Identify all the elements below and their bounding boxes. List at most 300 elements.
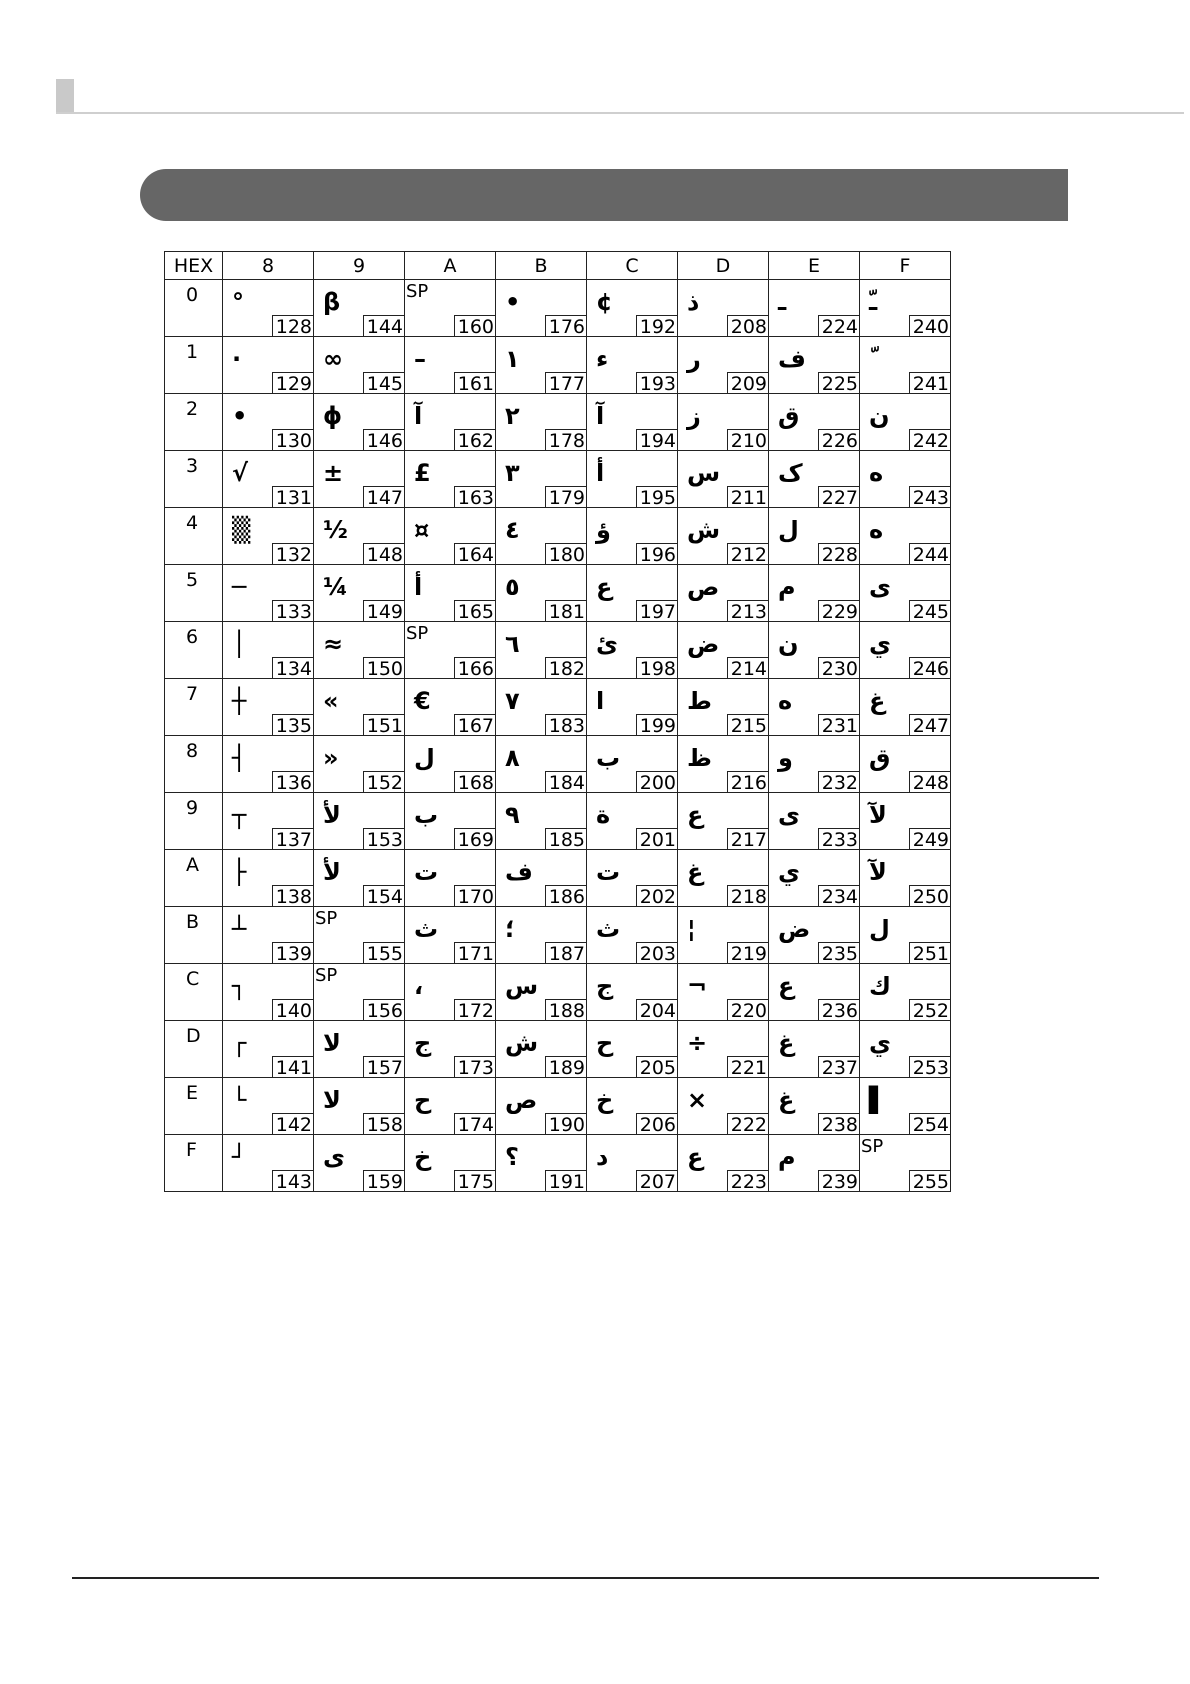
char-cell-inner [587, 565, 677, 621]
char-code: 180 [545, 543, 587, 565]
char-cell [314, 1078, 405, 1135]
char-cell [587, 280, 678, 337]
char-cell [496, 337, 587, 394]
column-header: A [405, 252, 496, 280]
char-glyph: ϕ [323, 402, 343, 430]
row-header-label: 5 [186, 569, 199, 591]
char-cell-inner [223, 679, 313, 735]
char-cell [314, 337, 405, 394]
table-row [165, 451, 951, 508]
char-glyph: ح [414, 1086, 432, 1114]
char-code: 194 [636, 429, 678, 451]
char-cell [405, 679, 496, 736]
char-cell-inner [314, 508, 404, 564]
char-cell-inner [223, 850, 313, 906]
char-cell-inner [314, 907, 404, 963]
char-glyph: £ [414, 459, 431, 487]
char-glyph: SP [315, 965, 338, 986]
char-code: 129 [272, 372, 314, 394]
char-glyph: ت [596, 858, 621, 886]
row-header [165, 1135, 223, 1192]
row-header-label: F [186, 1139, 197, 1161]
char-code: 248 [909, 771, 951, 793]
char-glyph: ¬ [687, 972, 708, 1000]
char-cell [587, 1135, 678, 1192]
char-code: 221 [727, 1056, 769, 1078]
char-cell-inner [678, 1021, 768, 1077]
char-cell-inner [223, 337, 313, 393]
char-cell [223, 508, 314, 565]
char-code: 203 [636, 942, 678, 964]
char-cell [860, 622, 951, 679]
char-glyph: ظ [687, 744, 712, 772]
char-cell [678, 1135, 769, 1192]
char-glyph: ─ [232, 573, 247, 601]
char-cell-inner [405, 1021, 495, 1077]
char-glyph: └ [232, 1086, 247, 1114]
char-code: 193 [636, 372, 678, 394]
char-cell [769, 451, 860, 508]
char-cell [223, 394, 314, 451]
char-cell-inner [496, 565, 586, 621]
char-glyph: SP [406, 281, 429, 302]
char-cell-inner [496, 1078, 586, 1134]
char-code: 253 [909, 1056, 951, 1078]
table-row [165, 850, 951, 907]
char-glyph: ق [778, 402, 800, 430]
row-header-label: 9 [186, 797, 199, 819]
char-code: 206 [636, 1113, 678, 1135]
char-code: 204 [636, 999, 678, 1021]
char-cell [860, 850, 951, 907]
char-cell [678, 622, 769, 679]
char-cell-inner [405, 793, 495, 849]
char-code: 140 [272, 999, 314, 1021]
char-cell-inner [860, 1135, 950, 1191]
char-code: 212 [727, 543, 769, 565]
char-cell [314, 907, 405, 964]
char-code: 178 [545, 429, 587, 451]
row-header [165, 1078, 223, 1135]
char-code: 211 [727, 486, 769, 508]
char-glyph: ¢ [596, 288, 613, 316]
char-cell [678, 337, 769, 394]
char-code: 227 [818, 486, 860, 508]
char-glyph: س [505, 972, 539, 1000]
char-glyph: € [414, 687, 431, 715]
char-cell-inner [587, 280, 677, 336]
char-cell [678, 1078, 769, 1135]
char-cell [769, 280, 860, 337]
char-glyph: ▌ [869, 1086, 888, 1114]
table-row [165, 1021, 951, 1078]
char-cell [860, 451, 951, 508]
char-glyph: √ [232, 459, 249, 487]
row-header [165, 451, 223, 508]
char-glyph: ▒ [232, 516, 251, 544]
char-glyph: ج [596, 972, 614, 1000]
char-cell [405, 736, 496, 793]
row-header-label: 4 [186, 512, 199, 534]
char-code: 226 [818, 429, 860, 451]
char-cell [223, 1078, 314, 1135]
char-glyph: ص [687, 573, 720, 601]
char-code: 182 [545, 657, 587, 679]
char-cell [496, 964, 587, 1021]
char-cell-inner [587, 679, 677, 735]
char-glyph: ¤ [414, 516, 430, 544]
char-code: 240 [909, 315, 951, 337]
char-code: 207 [636, 1170, 678, 1192]
table-header [165, 252, 951, 280]
char-cell-inner [496, 337, 586, 393]
char-glyph: × [687, 1086, 708, 1114]
char-code: 145 [363, 372, 405, 394]
char-code: 159 [363, 1170, 405, 1192]
char-cell-inner [223, 907, 313, 963]
char-cell [769, 1135, 860, 1192]
char-cell [496, 1135, 587, 1192]
char-cell [314, 964, 405, 1021]
header-row [165, 252, 951, 280]
char-cell [496, 850, 587, 907]
char-cell-inner [678, 1135, 768, 1191]
char-cell [223, 451, 314, 508]
char-glyph: » [323, 744, 339, 772]
char-cell-inner [860, 565, 950, 621]
char-cell [587, 337, 678, 394]
char-cell [405, 907, 496, 964]
char-code: 160 [454, 315, 496, 337]
char-cell-inner [405, 337, 495, 393]
char-cell [678, 736, 769, 793]
char-cell-inner [314, 793, 404, 849]
char-cell [769, 565, 860, 622]
char-cell-inner [496, 622, 586, 678]
char-code: 172 [454, 999, 496, 1021]
char-glyph: ع [687, 801, 704, 829]
char-glyph: ف [778, 345, 806, 373]
char-cell-inner [405, 1078, 495, 1134]
char-code: 251 [909, 942, 951, 964]
char-glyph: ٦ [505, 630, 520, 658]
char-code: 141 [272, 1056, 314, 1078]
char-cell [860, 1021, 951, 1078]
char-cell-inner [860, 622, 950, 678]
table-row [165, 394, 951, 451]
column-header: F [860, 252, 951, 280]
char-code: 171 [454, 942, 496, 964]
char-cell-inner [314, 1135, 404, 1191]
char-cell [405, 451, 496, 508]
char-code: 238 [818, 1113, 860, 1135]
char-code: 152 [363, 771, 405, 793]
char-cell [769, 907, 860, 964]
char-code: 128 [272, 315, 314, 337]
char-cell-inner [860, 508, 950, 564]
char-glyph: ب [414, 801, 439, 829]
char-cell-inner [496, 964, 586, 1020]
char-code: 139 [272, 942, 314, 964]
row-header-label: 7 [186, 683, 199, 705]
char-glyph: • [505, 288, 521, 316]
char-cell [314, 565, 405, 622]
char-code: 137 [272, 828, 314, 850]
char-cell [769, 1078, 860, 1135]
char-cell-inner [587, 964, 677, 1020]
char-cell [769, 1021, 860, 1078]
row-header [165, 679, 223, 736]
char-cell-inner [678, 565, 768, 621]
table-row [165, 622, 951, 679]
char-cell-inner [860, 793, 950, 849]
char-code: 205 [636, 1056, 678, 1078]
char-code: 135 [272, 714, 314, 736]
char-cell-inner [769, 850, 859, 906]
row-header-label: E [186, 1082, 199, 1104]
char-cell-inner [405, 622, 495, 678]
row-header-label: 1 [186, 341, 199, 363]
char-glyph: ـ [778, 288, 787, 316]
char-cell [405, 1078, 496, 1135]
char-cell [769, 622, 860, 679]
char-cell-inner [223, 508, 313, 564]
char-glyph: لا [323, 1086, 341, 1114]
char-cell [587, 622, 678, 679]
char-cell-inner [678, 793, 768, 849]
char-code: 181 [545, 600, 587, 622]
char-cell [860, 337, 951, 394]
char-code: 157 [363, 1056, 405, 1078]
char-code: 173 [454, 1056, 496, 1078]
char-cell-inner [223, 1135, 313, 1191]
char-cell [405, 964, 496, 1021]
char-cell [587, 964, 678, 1021]
row-header-label: B [186, 911, 200, 933]
char-code: 190 [545, 1113, 587, 1135]
char-glyph: م [778, 1143, 796, 1171]
char-cell [314, 508, 405, 565]
char-code: 161 [454, 372, 496, 394]
char-glyph: ٩ [505, 801, 520, 829]
char-cell [496, 1078, 587, 1135]
char-glyph: ذ [687, 288, 700, 316]
char-glyph: ض [687, 630, 720, 658]
char-glyph: ٢ [505, 402, 520, 430]
char-code: 168 [454, 771, 496, 793]
char-cell [860, 736, 951, 793]
char-cell [405, 280, 496, 337]
row-header-label: 6 [186, 626, 199, 648]
char-glyph: ک [778, 459, 803, 487]
char-cell-inner [405, 508, 495, 564]
char-code: 222 [727, 1113, 769, 1135]
char-cell [769, 679, 860, 736]
char-cell [678, 907, 769, 964]
char-glyph: د [596, 1143, 609, 1171]
char-code: 158 [363, 1113, 405, 1135]
char-cell-inner [769, 736, 859, 792]
char-cell [314, 679, 405, 736]
table-row [165, 793, 951, 850]
char-glyph: ي [869, 1029, 891, 1057]
char-glyph: ط [687, 687, 712, 715]
char-code: 224 [818, 315, 860, 337]
char-cell-inner [496, 1021, 586, 1077]
char-cell [678, 679, 769, 736]
char-glyph: ┤ [232, 744, 247, 772]
char-cell-inner [314, 451, 404, 507]
char-cell [587, 1078, 678, 1135]
row-header-label: C [186, 968, 200, 990]
char-code: 241 [909, 372, 951, 394]
char-cell-inner [496, 1135, 586, 1191]
char-cell [678, 280, 769, 337]
char-cell [769, 964, 860, 1021]
char-cell [496, 565, 587, 622]
char-cell [314, 451, 405, 508]
char-code: 231 [818, 714, 860, 736]
char-glyph: ى [778, 801, 800, 829]
char-code: 254 [909, 1113, 951, 1135]
char-cell-inner [769, 337, 859, 393]
column-header: 9 [314, 252, 405, 280]
char-glyph: ┴ [232, 915, 247, 943]
row-header [165, 964, 223, 1021]
char-code: 133 [272, 600, 314, 622]
char-cell-inner [496, 736, 586, 792]
row-header [165, 736, 223, 793]
char-glyph: ـّ [869, 288, 878, 316]
char-cell-inner [405, 451, 495, 507]
column-header: B [496, 252, 587, 280]
char-glyph: ٧ [505, 687, 520, 715]
char-glyph: ن [778, 630, 799, 658]
char-cell-inner [405, 280, 495, 336]
row-header-label: 2 [186, 398, 199, 420]
char-cell [769, 793, 860, 850]
char-glyph: • [232, 402, 248, 430]
char-cell [496, 736, 587, 793]
char-code: 138 [272, 885, 314, 907]
char-glyph: لأ [323, 858, 341, 886]
char-code: 154 [363, 885, 405, 907]
char-cell-inner [678, 337, 768, 393]
char-cell-inner [769, 508, 859, 564]
char-cell-inner [223, 793, 313, 849]
char-cell-inner [769, 1021, 859, 1077]
column-header: C [587, 252, 678, 280]
char-cell [587, 793, 678, 850]
char-glyph: ش [505, 1029, 539, 1057]
char-code: 163 [454, 486, 496, 508]
char-code: 134 [272, 657, 314, 679]
char-code: 242 [909, 429, 951, 451]
char-glyph: ن [869, 402, 890, 430]
char-cell [223, 280, 314, 337]
char-code: 165 [454, 600, 496, 622]
char-cell-inner [860, 907, 950, 963]
char-cell [405, 1135, 496, 1192]
char-glyph: ز [687, 402, 701, 430]
char-glyph: ب [596, 744, 621, 772]
char-glyph: ¦ [687, 915, 696, 943]
char-cell-inner [678, 1078, 768, 1134]
char-cell [223, 850, 314, 907]
char-cell [314, 1135, 405, 1192]
char-code: 176 [545, 315, 587, 337]
char-cell [860, 907, 951, 964]
char-cell [860, 508, 951, 565]
column-header: 8 [223, 252, 314, 280]
char-cell [223, 337, 314, 394]
char-cell-inner [587, 736, 677, 792]
char-code: 169 [454, 828, 496, 850]
char-glyph: ف [505, 858, 533, 886]
char-cell-inner [860, 964, 950, 1020]
char-cell [860, 280, 951, 337]
char-cell [314, 622, 405, 679]
char-cell [223, 1021, 314, 1078]
char-cell-inner [678, 736, 768, 792]
char-code: 236 [818, 999, 860, 1021]
char-cell-inner [496, 850, 586, 906]
char-code: 150 [363, 657, 405, 679]
char-cell [860, 679, 951, 736]
char-code: 142 [272, 1113, 314, 1135]
char-code: 208 [727, 315, 769, 337]
char-cell-inner [769, 679, 859, 735]
char-code: 233 [818, 828, 860, 850]
char-cell-inner [314, 1021, 404, 1077]
char-code: 228 [818, 543, 860, 565]
table-row [165, 1078, 951, 1135]
char-code: 249 [909, 828, 951, 850]
char-code: 247 [909, 714, 951, 736]
char-glyph: SP [861, 1136, 884, 1157]
char-cell-inner [314, 337, 404, 393]
char-cell-inner [678, 907, 768, 963]
char-cell-inner [678, 508, 768, 564]
char-cell [314, 280, 405, 337]
char-glyph: ½ [323, 516, 348, 544]
char-cell [223, 622, 314, 679]
char-cell-inner [223, 964, 313, 1020]
char-code: 219 [727, 942, 769, 964]
char-glyph: ٣ [505, 459, 520, 487]
char-code: 177 [545, 372, 587, 394]
hex-header: HEX [165, 252, 223, 280]
row-header-label: 8 [186, 740, 199, 762]
column-header: E [769, 252, 860, 280]
char-cell-inner [769, 1078, 859, 1134]
char-glyph: ع [596, 573, 613, 601]
char-cell [496, 1021, 587, 1078]
char-code: 210 [727, 429, 769, 451]
char-code: 147 [363, 486, 405, 508]
char-cell-inner [860, 736, 950, 792]
char-cell [678, 394, 769, 451]
char-cell [223, 679, 314, 736]
char-cell-inner [314, 565, 404, 621]
char-cell-inner [496, 907, 586, 963]
char-cell [405, 793, 496, 850]
char-cell [860, 1135, 951, 1192]
char-cell-inner [405, 736, 495, 792]
char-cell [587, 850, 678, 907]
char-glyph: غ [869, 687, 886, 715]
char-cell [496, 394, 587, 451]
